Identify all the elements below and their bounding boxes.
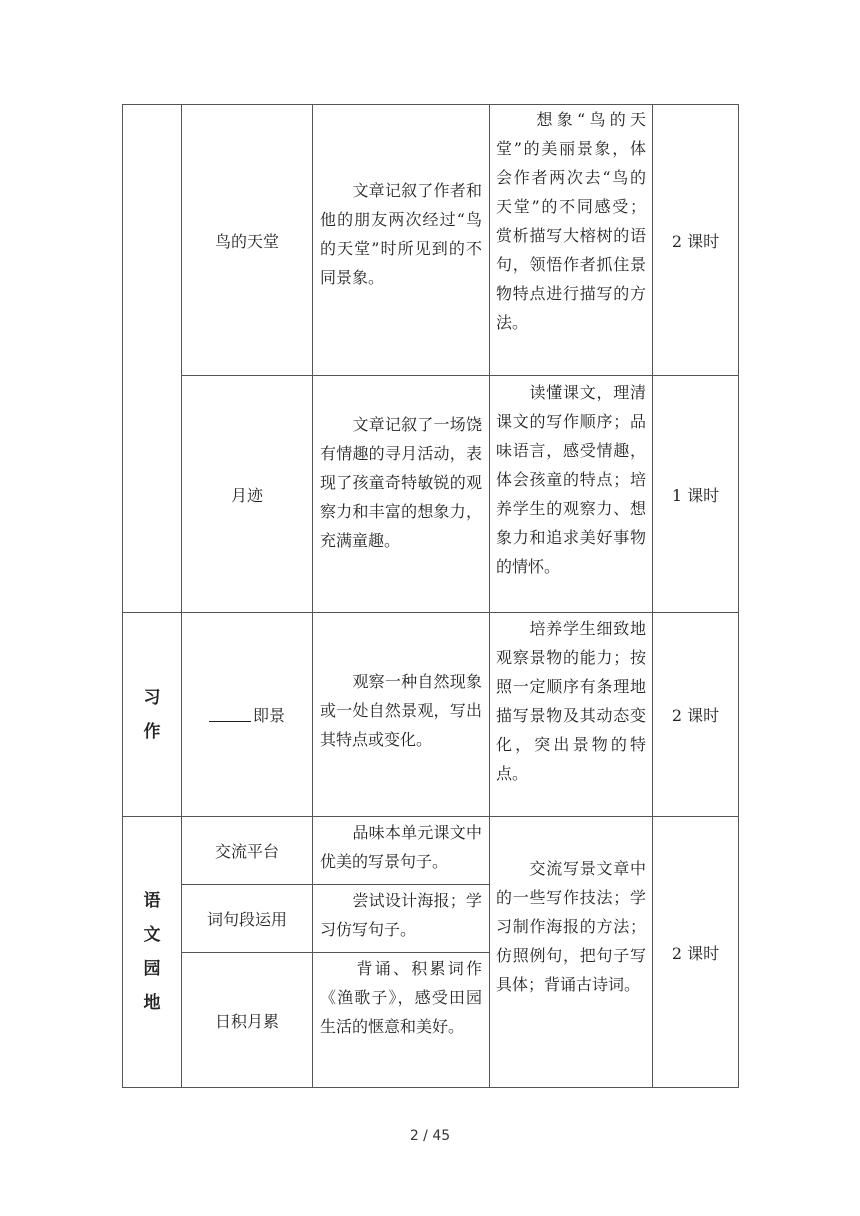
lesson-title: 交流平台 (214, 842, 279, 861)
row-border-bottom (122, 1087, 739, 1088)
page-number: 2 / 45 (409, 1128, 451, 1144)
section-xizuo: 习 作 (143, 687, 161, 742)
lesson-hours: 1 课时 (671, 485, 720, 505)
lesson-title: 月迹 (230, 485, 263, 505)
lesson-name (182, 105, 312, 375)
lesson-hours: 2 课时 (671, 943, 720, 963)
lesson-goal: 读懂课文，理清课文的写作顺序；品味语言，感受情趣，体会孩童的特点；培养学生的观察力、想象力和追求美好事物的情怀。 (496, 383, 646, 576)
col-border (738, 104, 739, 1088)
section-yuwenyuandi: 语 文 园 地 (143, 891, 161, 1013)
lesson-content: 品味本单元课文中优美的写景句子。 (320, 823, 482, 871)
lesson-title: 词句段运用 (206, 910, 287, 929)
lesson-content: 背诵、积累词作《渔歌子》，感受田园生活的惬意和美好。 (320, 959, 482, 1036)
col-border (312, 104, 313, 1088)
lesson-name (182, 953, 312, 1087)
lesson-name (182, 817, 312, 884)
lesson-goal: 想象“鸟的天堂”的美丽景象，体会作者两次去“鸟的天堂”的不同感受；赏析描写大榕树的语句，领悟作者抓住景物特点进行描写的方法。 (496, 110, 646, 332)
lesson-content: 观察一种自然现象或一处自然景观，写出其特点或变化。 (320, 672, 482, 749)
col-border (489, 104, 490, 1088)
lesson-name (182, 376, 312, 612)
lesson-title: 鸟的天堂 (214, 231, 279, 251)
lesson-hours: 2 课时 (671, 706, 720, 725)
lesson-name (182, 613, 312, 816)
lesson-title: 日积月累 (214, 1011, 279, 1031)
lesson-content: 文章记叙了作者和他的朋友两次经过“鸟的天堂”时所见到的不同景象。 (320, 181, 482, 287)
lesson-goal: 交流写景文章中的一些写作技法；学习制作海报的方法；仿照例句，把句子写具体；背诵古诗词。 (496, 859, 646, 994)
lesson-title: 即景 (252, 706, 285, 725)
lesson-name (182, 885, 312, 952)
fill-blank (209, 707, 251, 722)
lesson-content: 尝试设计海报；学习仿写句子。 (320, 891, 482, 939)
lesson-goal: 培养学生细致地观察景物的能力；按照一定顺序有条理地描写景物及其动态变化，突出景物的特点。 (496, 619, 646, 783)
lesson-content: 文章记叙了一场饶有情趣的寻月活动，表现了孩童奇特敏锐的观察力和丰富的想象力，充满童趣。 (320, 415, 482, 550)
lesson-hours: 2 课时 (671, 231, 720, 251)
